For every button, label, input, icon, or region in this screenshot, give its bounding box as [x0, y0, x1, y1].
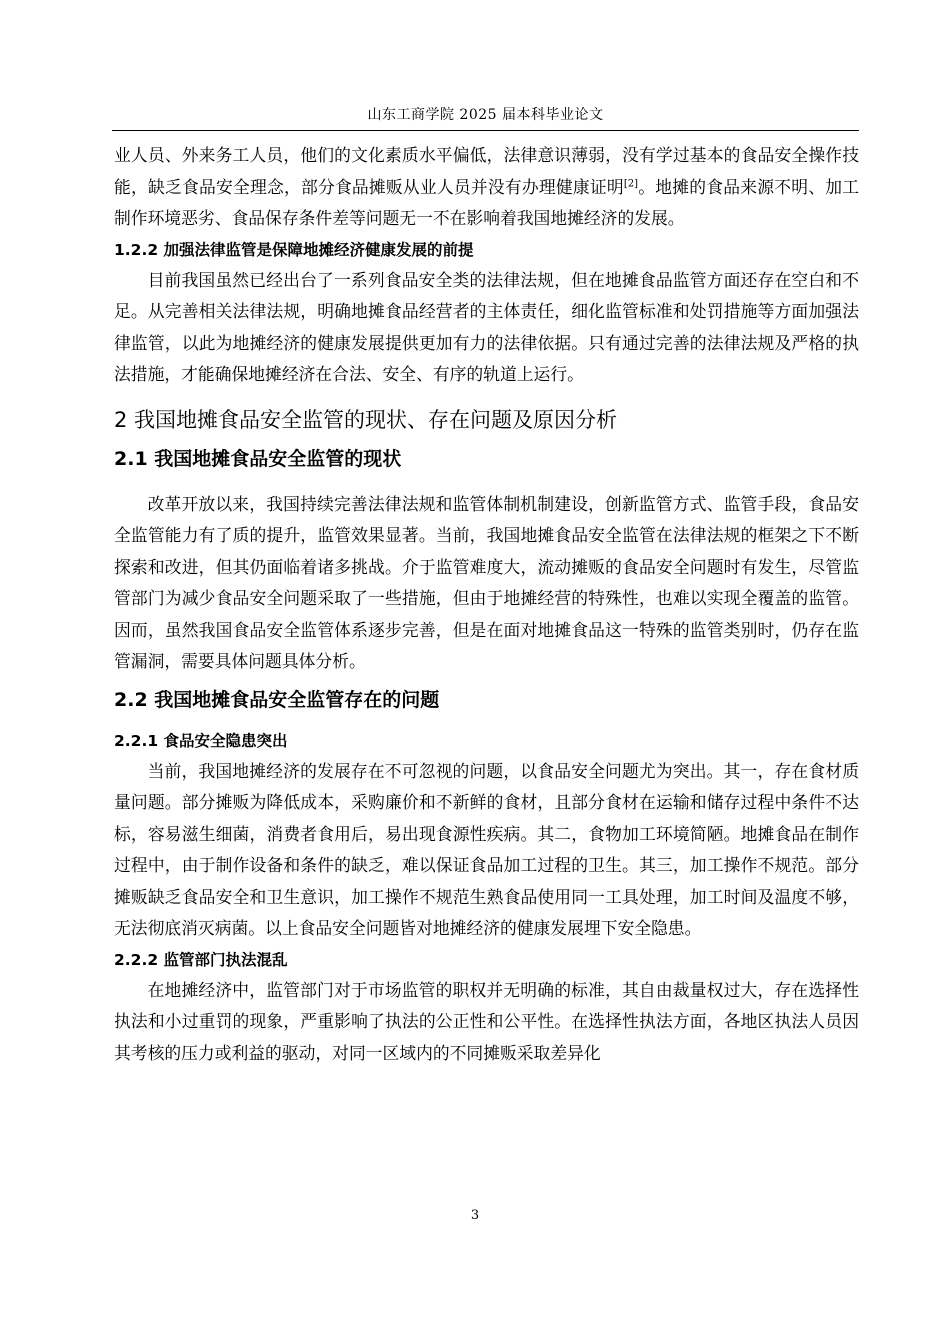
- paragraph-text: 业人员、外来务工人员，他们的文化素质水平偏低，法律意识薄弱，没有学过基本的食品安全操作技能，缺乏食品安全理念，部分食品摊贩从业人员并没有办理健康证明: [114, 145, 859, 197]
- heading-1-2-2: 1.2.2 加强法律监管是保障地摊经济健康发展的前提: [114, 240, 474, 259]
- body-text: [114, 140, 859, 1069]
- heading-2-2-1: 2.2.1 食品安全隐患突出: [114, 731, 288, 750]
- heading-2-2-2: 2.2.2 监管部门执法混乱: [114, 950, 288, 969]
- paragraph-legal-regulation: 目前我国虽然已经出台了一系列食品安全类的法律法规，但在地摊食品监管方面还存在空白和不足。从完善相关法律法规，明确地摊食品经营者的主体责任，细化监管标准和处罚措施等方面加强法律监管，以此为地摊经济的健康发展提供更加有力的法律依据。只有通过完善的法律法规及严格的执法措施，才能确保地摊经济在合法、安全、有序的轨道上运行。: [114, 269, 859, 384]
- paragraph-food-safety-hazards: 当前，我国地摊经济的发展存在不可忽视的问题，以食品安全问题尤为突出。其一，存在食材质量问题。部分摊贩为降低成本，采购廉价和不新鲜的食材，且部分食材在运输和储存过程中条件不达标，容易滋生细菌，消费者食用后，易出现食源性疾病。其二，食物加工环境简陋。地摊食品在制作过程中，由于制作设备和条件的缺乏，难以保证食品加工过程的卫生。其三，加工操作不规范。部分摊贩缺乏食品安全和卫生意识，加工操作不规范生熟食品使用同一工具处理，加工时间及温度不够，无法彻底消灭病菌。以上食品安全问题皆对地摊经济的健康发展埋下安全隐患。: [114, 760, 859, 938]
- page-number: 3: [470, 1208, 480, 1223]
- paragraph-text-tail: 。地摊的食品来源不明、加工制作环境恶劣、食品保存条件差等问题无一不在影响着我国地摊经济的发展。: [114, 176, 859, 228]
- chapter-heading-2: 2 我国地摊食品安全监管的现状、存在问题及原因分析: [114, 407, 618, 432]
- paragraph-continued: [114, 140, 859, 235]
- paragraph-current-status: 改革开放以来，我国持续完善法律法规和监管体制机制建设，创新监管方式、监管手段，食品安全监管能力有了质的提升，监管效果显著。当前，我国地摊食品安全监管在法律法规的框架之下不断探索和改进，但其仍面临着诸多挑战。介于监管难度大，流动摊贩的食品安全问题时有发生，尽管监管部门为减少食品安全问题采取了一些措施，但由于地摊经营的特殊性，也难以实现全覆盖的监管。因而，虽然我国食品安全监管体系逐步完善，但是在面对地摊食品这一特殊的监管类别时，仍存在监管漏洞，需要具体问题具体分析。: [114, 493, 859, 671]
- paragraph-enforcement-chaos: 在地摊经济中，监管部门对于市场监管的职权并无明确的标准，其自由裁量权过大，存在选择性执法和小过重罚的现象，严重影响了执法的公正性和公平性。在选择性执法方面，各地区执法人员因其考核的压力或利益的驱动，对同一区域内的不同摊贩采取差异化: [114, 979, 859, 1063]
- citation-ref: [2]: [623, 177, 639, 189]
- page-header-title: 山东工商学院 2025 届本科毕业论文: [367, 107, 604, 123]
- heading-2-1: 2.1 我国地摊食品安全监管的现状: [114, 447, 402, 470]
- header-divider: [112, 130, 859, 131]
- heading-2-2: 2.2 我国地摊食品安全监管存在的问题: [114, 688, 440, 711]
